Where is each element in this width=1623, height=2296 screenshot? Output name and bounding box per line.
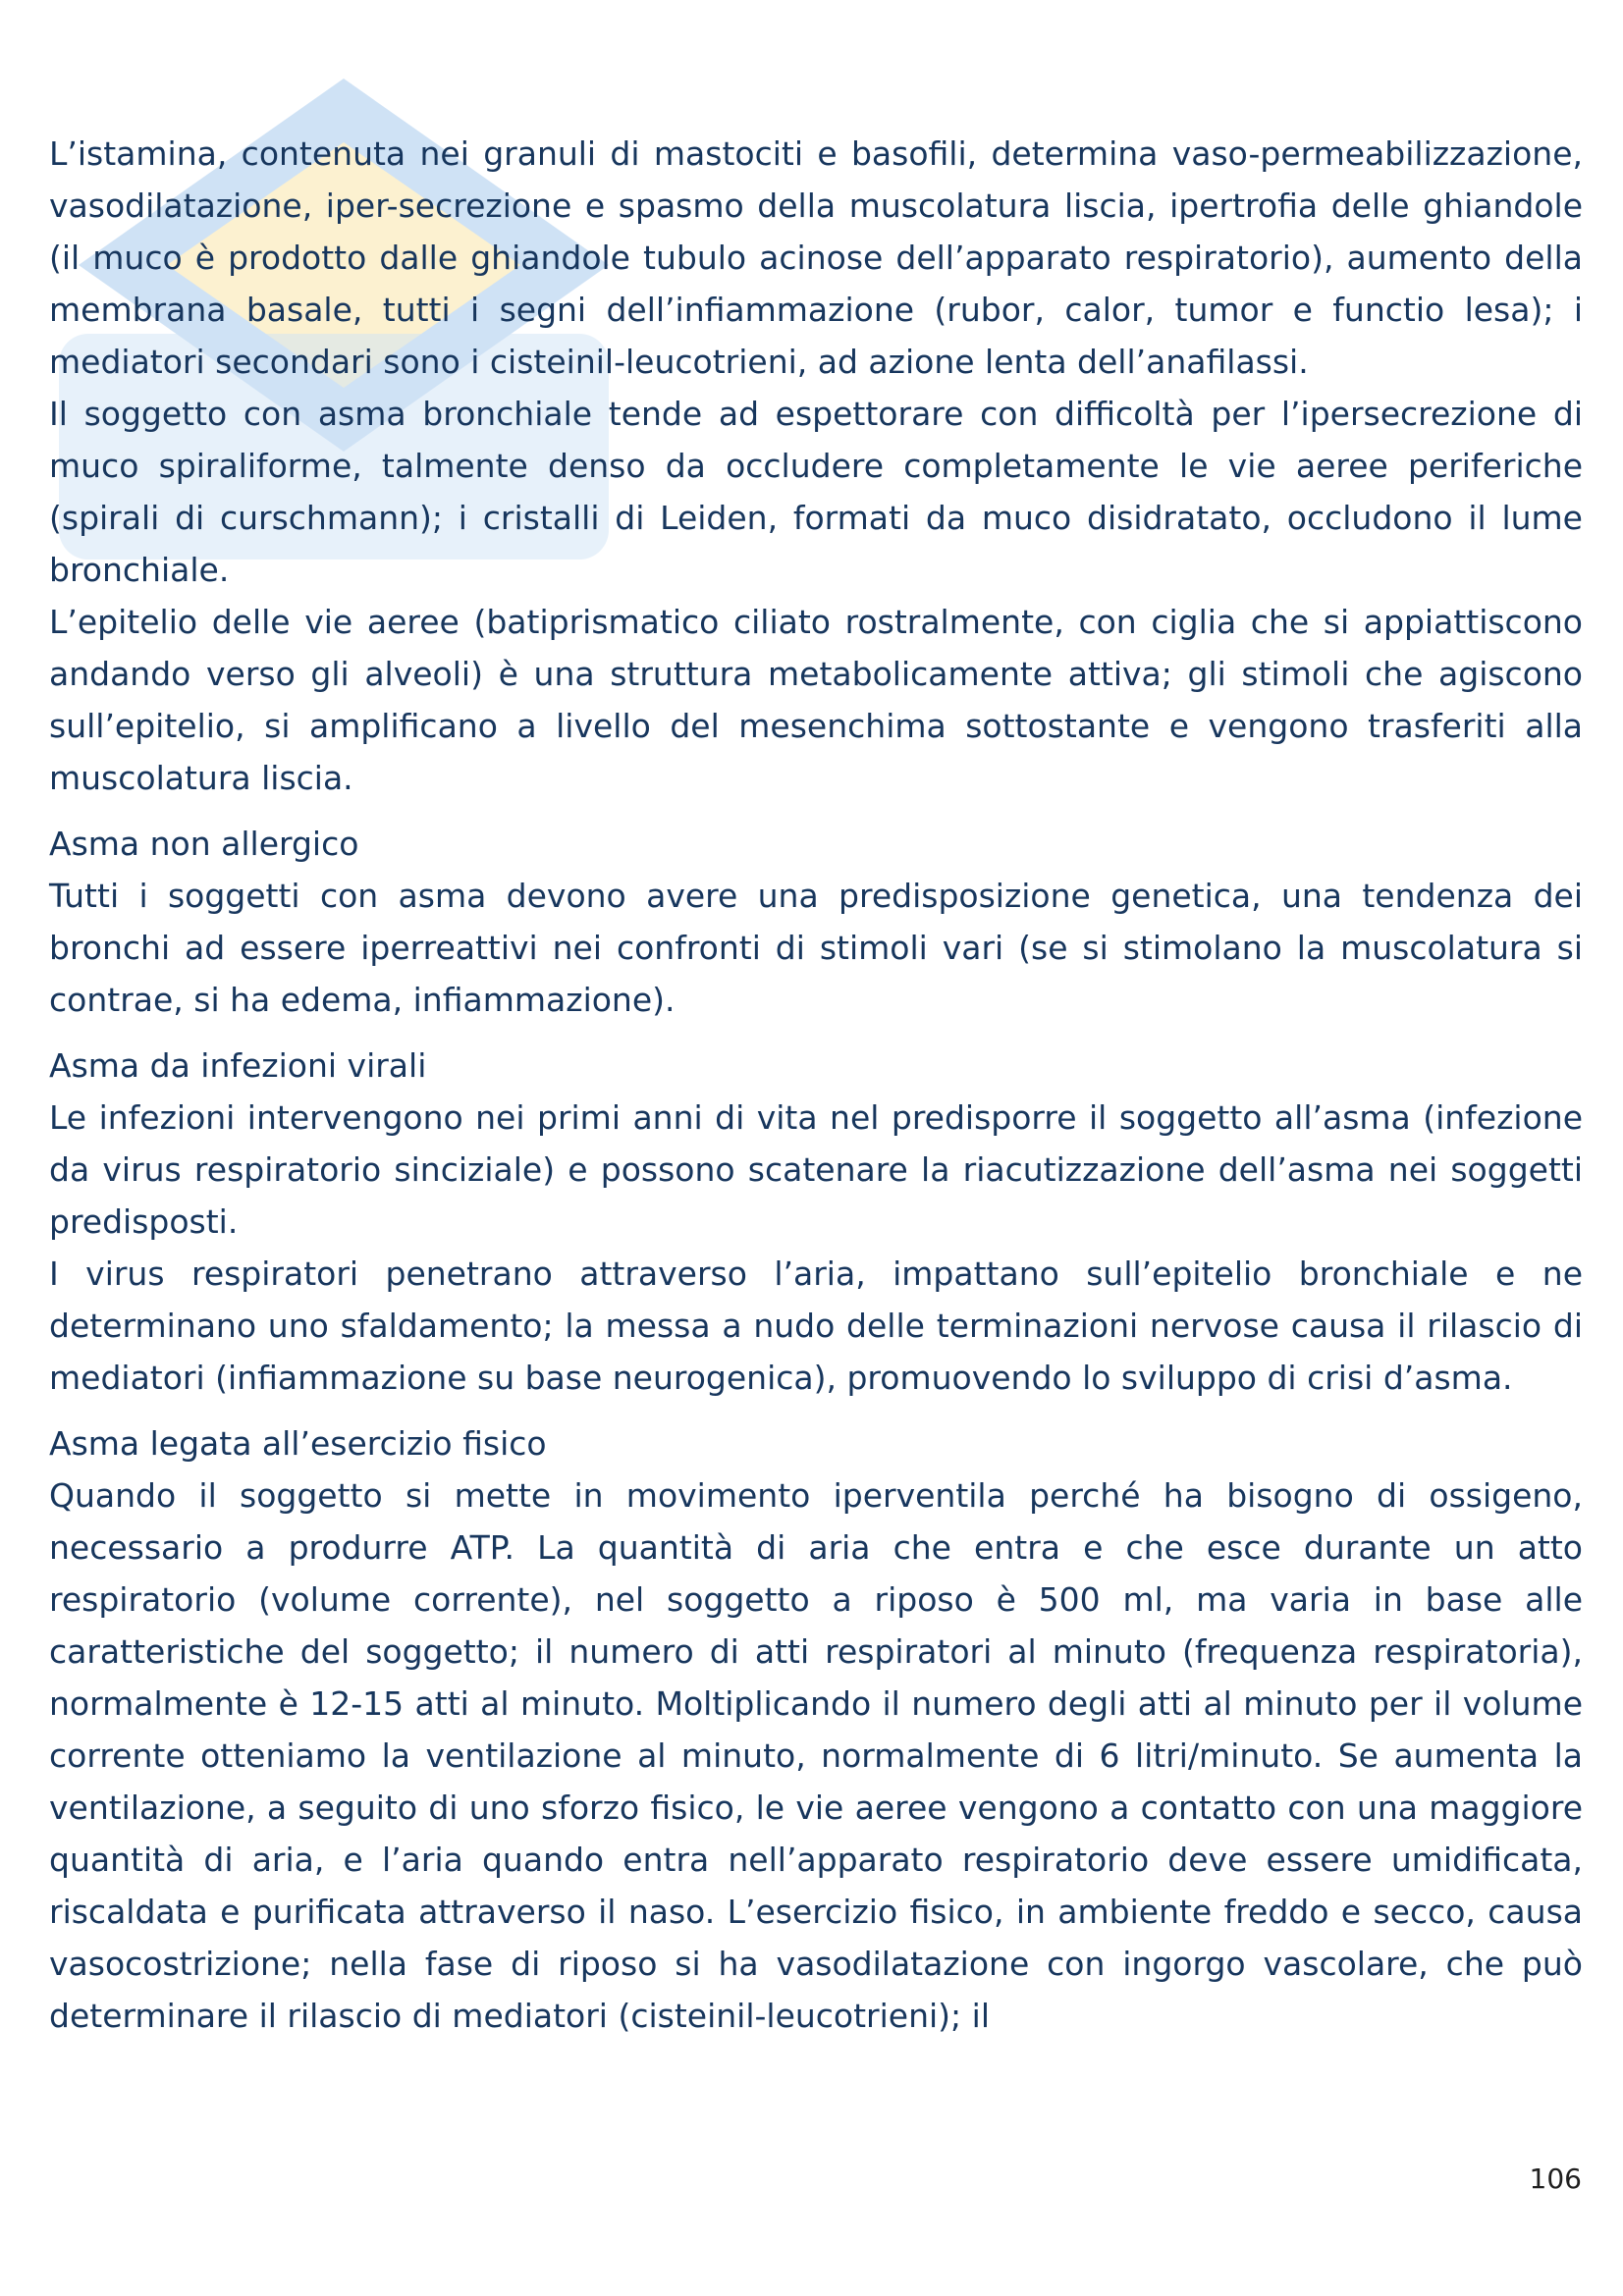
paragraph-asma-bronchiale: Il soggetto con asma bronchiale tende ad espettorare con difficoltà per l’ipersecrezione di muco spiraliforme, talmente denso da occludere completamente le vie aeree periferiche (spirali di curschmann); i cristalli di Leiden, formati da muco disidratato, occludono il lume bronchiale.: [49, 395, 1583, 589]
page-number: 106: [1529, 2163, 1582, 2195]
heading-asma-non-allergico: Asma non allergico: [49, 825, 359, 863]
heading-asma-esercizio-fisico: Asma legata all’esercizio fisico: [49, 1424, 547, 1463]
section-asma-infezioni-virali: [49, 1040, 1583, 1404]
paragraph-epitelio: L’epitelio delle vie aeree (batiprismatico ciliato rostralmente, con ciglia che si appiattiscono andando verso gli alveoli) è una struttura metabolicamente attiva; gli stimoli che agiscono sull’epitelio, si amplificano a livello del mesenchima sottostante e vengono trasferiti alla muscolatura liscia.: [49, 603, 1583, 797]
paragraph-ventilazione: Quando il soggetto si mette in movimento iperventila perché ha bisogno di ossigeno, necessario a produrre ATP. La quantità di aria che entra e che esce durante un atto respiratorio (volume corrente), nel soggetto a riposo è 500 ml, ma varia in base alle caratteristiche del soggetto; il numero di atti respiratori al minuto (frequenza respiratoria), normalmente è 12-15 atti al minuto. Moltiplicando il numero degli atti al minuto per il volume corrente otteniamo la ventilazione al minuto, normalmente di 6 litri/minuto. Se aumenta la ventilazione, a seguito di uno sforzo fisico, le vie aeree vengono a contatto con una maggiore quantità di aria, e l’aria quando entra nell’apparato respiratorio deve essere umidificata, riscaldata e purificata attraverso il naso. L’esercizio fisico, in ambiente freddo e secco, causa vasocostrizione; nella fase di riposo si ha vasodilatazione con ingorgo vascolare, che può determinare il rilascio di mediatori (cisteinil-leucotrieni); il: [49, 1476, 1583, 2035]
section-asma-esercizio-fisico: [49, 1417, 1583, 2042]
paragraph-virus-respiratori: I virus respiratori penetrano attraverso l’aria, impattano sull’epitelio bronchiale e ne determinano uno sfaldamento; la messa a nudo delle terminazioni nervose causa il rilascio di mediatori (infiammazione su base neurogenica), promuovendo lo sviluppo di crisi d’asma.: [49, 1255, 1583, 1397]
paragraph-istamina: L’istamina, contenuta nei granuli di mastociti e basofili, determina vaso-permeabilizzazione, vasodilatazione, iper-secrezione e spasmo della muscolatura liscia, ipertrofia delle ghiandole (il muco è prodotto dalle ghiandole tubulo acinose dell’apparato respiratorio), aumento della membrana basale, tutti i segni dell’infiammazione (rubor, calor, tumor e functio lesa); i mediatori secondari sono i cisteinil-leucotrieni, ad azione lenta dell’anafilassi.: [49, 134, 1583, 381]
page-body: [49, 128, 1583, 2042]
paragraph-predisposizione: Tutti i soggetti con asma devono avere una predisposizione genetica, una tendenza dei bronchi ad essere iperreattivi nei confronti di stimoli vari (se si stimolano la muscolatura si contrae, si ha edema, infiammazione).: [49, 877, 1583, 1019]
heading-asma-infezioni-virali: Asma da infezioni virali: [49, 1046, 427, 1085]
section-intro: [49, 128, 1583, 804]
paragraph-infezioni: Le infezioni intervengono nei primi anni di vita nel predisporre il soggetto all’asma (infezione da virus respiratorio sinciziale) e possono scatenare la riacutizzazione dell’asma nei soggetti predisposti.: [49, 1098, 1583, 1241]
section-asma-non-allergico: [49, 818, 1583, 1026]
